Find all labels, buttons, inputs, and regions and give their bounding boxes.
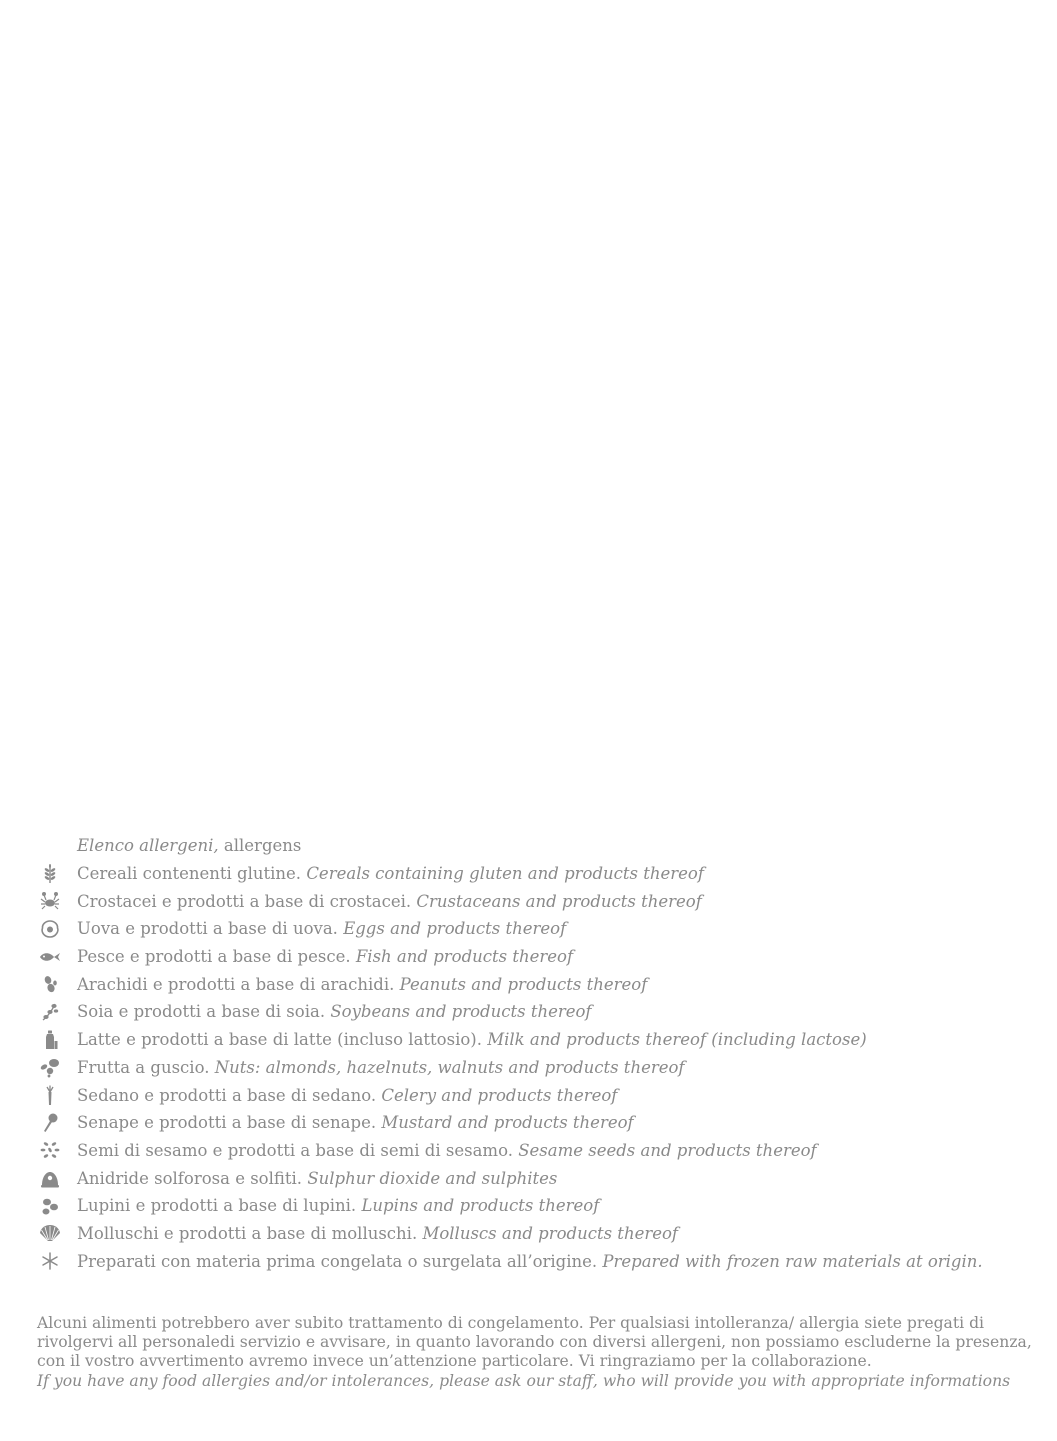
allergen-row-crustaceans [34, 887, 1034, 915]
allergen-row-frozen [34, 1247, 1034, 1275]
allergen-english: Nuts: almonds, hazelnuts, walnuts and products thereof [214, 1057, 685, 1077]
celery-icon [34, 1084, 66, 1106]
allergen-italian: Molluschi e prodotti a base di molluschi. [77, 1223, 418, 1243]
allergen-row-sesame [34, 1137, 1034, 1165]
notice-italian: Alcuni alimenti potrebbero aver subito trattamento di congelamento. Per qualsiasi intolleranza/ allergia siete pregati di rivolgervi all personaledi servizio e avvisare, in quanto lavorando con diversi allergeni, non possiamo escluderne la presenza, con il vostro avvertimento avremo invece un’attenzione particolare. Vi ringraziamo per la collaborazione. [37, 1314, 1032, 1371]
fish-icon [34, 946, 66, 968]
mustard-icon [34, 1112, 66, 1134]
egg-icon [34, 918, 66, 940]
allergen-row-mustard [34, 1109, 1034, 1137]
allergen-english: Soybeans and products thereof [330, 1002, 592, 1022]
allergen-english: Sulphur dioxide and sulphites [307, 1168, 558, 1188]
lupin-icon [34, 1195, 66, 1217]
allergen-italian: Anidride solforosa e solfiti. [77, 1168, 303, 1188]
allergen-italian: Pesce e prodotti a base di pesce. [77, 947, 351, 967]
allergy-notice [37, 1314, 1037, 1391]
allergen-italian: Sedano e prodotti a base di sedano. [77, 1085, 377, 1105]
asterisk-icon [34, 1250, 66, 1272]
allergen-english: Molluscs and products thereof [422, 1223, 679, 1243]
allergen-english: Mustard and products thereof [381, 1113, 634, 1133]
allergen-italian: Semi di sesamo e prodotti a base di semi di sesamo. [77, 1140, 513, 1160]
allergen-row-lupins [34, 1192, 1034, 1220]
allergen-row-milk [34, 1026, 1034, 1054]
allergen-english: Eggs and products thereof [343, 919, 567, 939]
allergen-italian: Crostacei e prodotti a base di crostacei. [77, 891, 412, 911]
allergen-row-gluten [34, 860, 1034, 888]
allergen-italian: Arachidi e prodotti a base di arachidi. [77, 974, 395, 994]
allergen-row-peanuts [34, 970, 1034, 998]
allergen-english: Lupins and products thereof [361, 1196, 600, 1216]
sesame-icon [34, 1139, 66, 1161]
milk-icon [34, 1029, 66, 1051]
allergen-list [34, 832, 1034, 1275]
wheat-icon [34, 863, 66, 885]
allergen-italian: Soia e prodotti a base di soia. [77, 1002, 326, 1022]
allergen-italian: Cereali contenenti glutine. [77, 864, 302, 884]
allergen-row-eggs [34, 915, 1034, 943]
allergen-english: Cereals containing gluten and products thereof [306, 864, 704, 884]
soy-icon [34, 1001, 66, 1023]
title-italic: Elenco allergeni, [77, 836, 219, 855]
sulphite-icon [34, 1167, 66, 1189]
allergen-italian: Latte e prodotti a base di latte (incluso lattosio). [77, 1030, 482, 1050]
allergen-english: Celery and products thereof [381, 1085, 618, 1105]
allergen-row-molluscs [34, 1220, 1034, 1248]
allergen-row-soybeans [34, 998, 1034, 1026]
allergen-list-title [34, 832, 1034, 860]
title-normal: allergens [223, 836, 302, 855]
allergen-italian: Frutta a guscio. [77, 1057, 210, 1077]
allergen-english: Prepared with frozen raw materials at origin. [602, 1251, 983, 1271]
shell-icon [34, 1222, 66, 1244]
allergen-row-sulphites [34, 1164, 1034, 1192]
allergen-italian: Lupini e prodotti a base di lupini. [77, 1196, 357, 1216]
allergen-row-fish [34, 943, 1034, 971]
allergen-english: Crustaceans and products thereof [416, 891, 702, 911]
nuts-icon [34, 1056, 66, 1078]
notice-english: If you have any food allergies and/or intolerances, please ask our staff, who will provide you with appropriate informations [37, 1371, 1011, 1390]
allergen-row-celery [34, 1081, 1034, 1109]
peanut-icon [34, 973, 66, 995]
allergen-english: Peanuts and products thereof [399, 974, 648, 994]
allergen-english: Milk and products thereof (including lactose) [487, 1030, 867, 1050]
allergen-italian: Preparati con materia prima congelata o surgelata all’origine. [77, 1251, 598, 1271]
crab-icon [34, 890, 66, 912]
allergen-italian: Uova e prodotti a base di uova. [77, 919, 338, 939]
allergen-italian: Senape e prodotti a base di senape. [77, 1113, 377, 1133]
allergen-english: Fish and products thereof [355, 947, 574, 967]
allergen-row-nuts [34, 1054, 1034, 1082]
allergen-english: Sesame seeds and products thereof [518, 1140, 817, 1160]
